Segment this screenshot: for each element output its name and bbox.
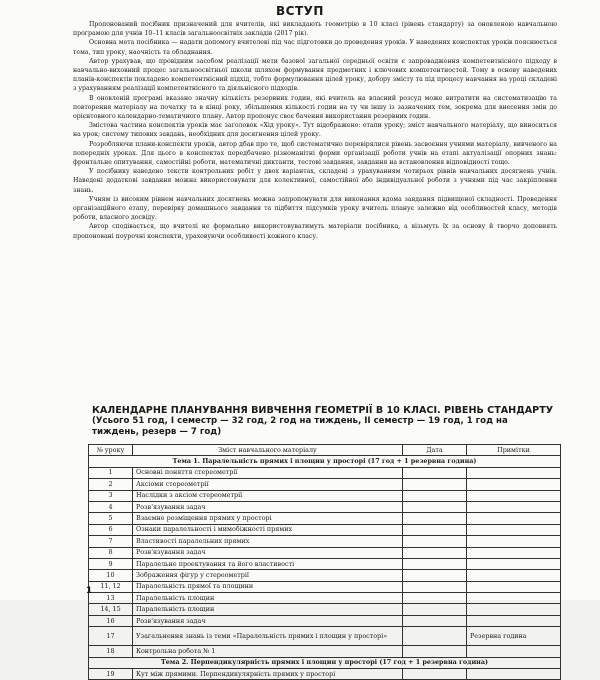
lesson-number: 19 (89, 669, 133, 680)
intro-paragraph: Основна мета посібника — надати допомогу вчителеві під час підготовки до проведення уроків. У наведених конспектах уроків пояснюється тема, тип уроку, наочність та обладнання. (73, 39, 557, 56)
lesson-content: Властивості паралельних прямих (133, 536, 403, 547)
lesson-number: 10 (89, 570, 133, 581)
lesson-date (403, 604, 467, 615)
table-row (89, 604, 561, 615)
table-row (89, 615, 561, 626)
lesson-note (467, 604, 561, 615)
lesson-number: 16 (89, 615, 133, 626)
table-row (89, 513, 561, 524)
topic-2-title: Тема 2. Перпендикулярність прямих і площин у просторі (17 год + 1 резервна година) (89, 657, 561, 668)
lesson-number: 17 (89, 627, 133, 646)
lesson-content: Кут між прямими. Перпендикулярність прямих у просторі (133, 669, 403, 680)
intro-text (73, 20, 557, 241)
intro-paragraph: Автор урахував, що провідним засобом реалізації мети базової загальної середньої освіти є запровадження компетентнісного підходу в навчально-виховний процес загальноосвітньої школи шляхом формування предметних і ключових компетентностей. Тому в основу наведених планів-конспектів покладено компетентнісний підхід, тобто формулювання цілей уроку, добору змісту та під процесу навчання на уроці складені з урахуванням реалізації компетентнісного та діяльнісного підходів. (73, 57, 557, 93)
lesson-date (403, 669, 467, 680)
header-notes: Примітки (467, 445, 561, 456)
lesson-date (403, 646, 467, 657)
lesson-number: 3 (89, 490, 133, 501)
table-row (89, 524, 561, 535)
intro-paragraph: Пропонований посібник призначений для вчителів, які викладають геометрію в 10 класі (рівень стандарту) за оновленою навчальною програмою для учнів 10–11 класів загальноосвітніх закладів (2017 рік). (73, 21, 557, 38)
lesson-date (403, 581, 467, 592)
topic-1-title: Тема 1. Паралельність прямих і площин у просторі (17 год + 1 резервна година) (89, 456, 561, 467)
table-row (89, 646, 561, 657)
header-lesson-number: № уроку (89, 445, 133, 456)
lesson-content: Зображення фігур у стереометрії (133, 570, 403, 581)
lesson-date (403, 524, 467, 535)
lesson-date (403, 627, 467, 646)
lesson-content: Паралельність площин (133, 593, 403, 604)
table-row (89, 558, 561, 569)
page-number: 1 (86, 586, 93, 596)
lesson-number: 7 (89, 536, 133, 547)
lesson-number: 9 (89, 558, 133, 569)
table-row (89, 669, 561, 680)
lesson-date (403, 467, 467, 478)
intro-paragraph: Змістова частина конспектів уроків має заголовок «Хід уроку». Тут відображено: етапи уроку; зміст навчального матеріалу, що виноситься на урок; систему типових завдань, необхідних для досягнення цілей уроку. (73, 122, 557, 139)
lesson-number: 11, 12 (89, 581, 133, 592)
table-row (89, 547, 561, 558)
lesson-note (467, 581, 561, 592)
topic-row (89, 456, 561, 467)
lesson-note: Резервна година (467, 627, 561, 646)
lesson-content: Аксіоми стереометрії (133, 479, 403, 490)
lesson-date (403, 593, 467, 604)
lesson-date (403, 570, 467, 581)
lesson-note (467, 467, 561, 478)
calendar-plan-table (88, 444, 561, 680)
table-row (89, 536, 561, 547)
lesson-content: Основні поняття стереометрії (133, 467, 403, 478)
intro-paragraph: У посібнику наведено тексти контрольних робіт у двох варіантах, складені з урахуванням чотирьох рівнів навчальних досягнень учнів. Наведені додаткові завдання можна використовувати для колективної, самостійної або індивідуальної роботи з учнями під час закріплення знань. (73, 168, 557, 194)
lesson-number: 6 (89, 524, 133, 535)
topic-row (89, 657, 561, 668)
lesson-date (403, 513, 467, 524)
lesson-content: Паралельність площин (133, 604, 403, 615)
table-row (89, 490, 561, 501)
lesson-content: Ознаки паралельності і мимобіжності прямих (133, 524, 403, 535)
lesson-note (467, 558, 561, 569)
table-row (89, 479, 561, 490)
table-row (89, 581, 561, 592)
lesson-content: Розв'язування задач (133, 501, 403, 512)
lesson-date (403, 490, 467, 501)
lesson-content: Паралельне проектування та його властивості (133, 558, 403, 569)
lesson-note (467, 547, 561, 558)
header-date: Дата (403, 445, 467, 456)
lesson-date (403, 558, 467, 569)
lesson-number: 2 (89, 479, 133, 490)
intro-paragraph: Автор сподівається, що вчителі не формально використовуватимуть матеріали посібника, а візьмуть їх за основу й творчо доповнять пропоновані поурочні конспекти, ураховуючи особливості кожного класу. (73, 223, 557, 240)
table-header-row (89, 445, 561, 456)
lesson-note (467, 536, 561, 547)
lesson-note (467, 646, 561, 657)
lesson-note (467, 593, 561, 604)
intro-paragraph: Учням із високим рівнем навчальних досягнень можна запропонувати для виконання вдома завдання підвищеної складності. Проведення організаційного етапу, перевірку домашнього завдання та підбиття підсумків уроку вчитель планує залежно від особливостей класу, методів роботи, власного досвіду. (73, 195, 557, 222)
table-row (89, 593, 561, 604)
lesson-date (403, 479, 467, 490)
lesson-note (467, 524, 561, 535)
lesson-note (467, 669, 561, 680)
table-row (89, 501, 561, 512)
header-content: Зміст навчального матеріалу (133, 445, 403, 456)
lesson-note (467, 570, 561, 581)
table-row (89, 467, 561, 478)
lesson-number: 5 (89, 513, 133, 524)
lesson-content: Взаємне розміщення прямих у просторі (133, 513, 403, 524)
lesson-content: Розв'язування задач (133, 615, 403, 626)
lesson-date (403, 547, 467, 558)
lesson-date (403, 615, 467, 626)
lesson-note (467, 615, 561, 626)
lesson-number: 18 (89, 646, 133, 657)
lesson-content: Паралельність прямої та площини (133, 581, 403, 592)
lesson-content: Розв'язування задач (133, 547, 403, 558)
intro-paragraph: Розробляючи плани-конспекти уроків, автор дбав про те, щоб систематично перевірялися рівень засвоєння учнями матеріалу, вивченого на попередніх уроках. Для цього в конспектах передбачено різноманітні форми організації роботи учнів на етапі актуалізації опорних знань: фронтальне опитування, самостійні роботи, математичні диктанти, тестові завдання, завдання на встановлення відповідності тощо. (73, 140, 557, 167)
intro-paragraph: В оновленій програмі вказано значну кількість резервних годин, які вчитель на власний розсуд може витратити на систематизацію та повторення матеріалу на початку та в кінці року, збільшення кількості годин на ту чи іншу із зазначених тем, зокрема для внесення змін до орієнтовного календарно-тематичного плану. Автор пропонує своє бачення використання резервних годин. (73, 94, 557, 121)
lesson-number: 14, 15 (89, 604, 133, 615)
lesson-number: 13 (89, 593, 133, 604)
lesson-note (467, 501, 561, 512)
lesson-note (467, 479, 561, 490)
lesson-note (467, 490, 561, 501)
lesson-date (403, 536, 467, 547)
lesson-content: Наслідки з аксіом стереометрії (133, 490, 403, 501)
lesson-note (467, 513, 561, 524)
lesson-content: Узагальнення знань із теми «Паралельність прямих і площин у просторі» (133, 627, 403, 646)
lesson-content: Контрольна робота № 1 (133, 646, 403, 657)
table-row (89, 627, 561, 646)
lesson-number: 8 (89, 547, 133, 558)
lesson-number: 1 (89, 467, 133, 478)
lesson-date (403, 501, 467, 512)
lesson-number: 4 (89, 501, 133, 512)
plan-subtitle: (Усього 51 год, І семестр — 32 год, 2 год на тиждень, ІІ семестр — 19 год, 1 год на тиждень, резерв — 7 год) (92, 416, 508, 437)
table-row (89, 570, 561, 581)
plan-title: КАЛЕНДАРНЕ ПЛАНУВАННЯ ВИВЧЕННЯ ГЕОМЕТРІЇ В 10 КЛАСІ. РІВЕНЬ СТАНДАРТУ (92, 405, 554, 416)
intro-title: ВСТУП (276, 4, 324, 18)
